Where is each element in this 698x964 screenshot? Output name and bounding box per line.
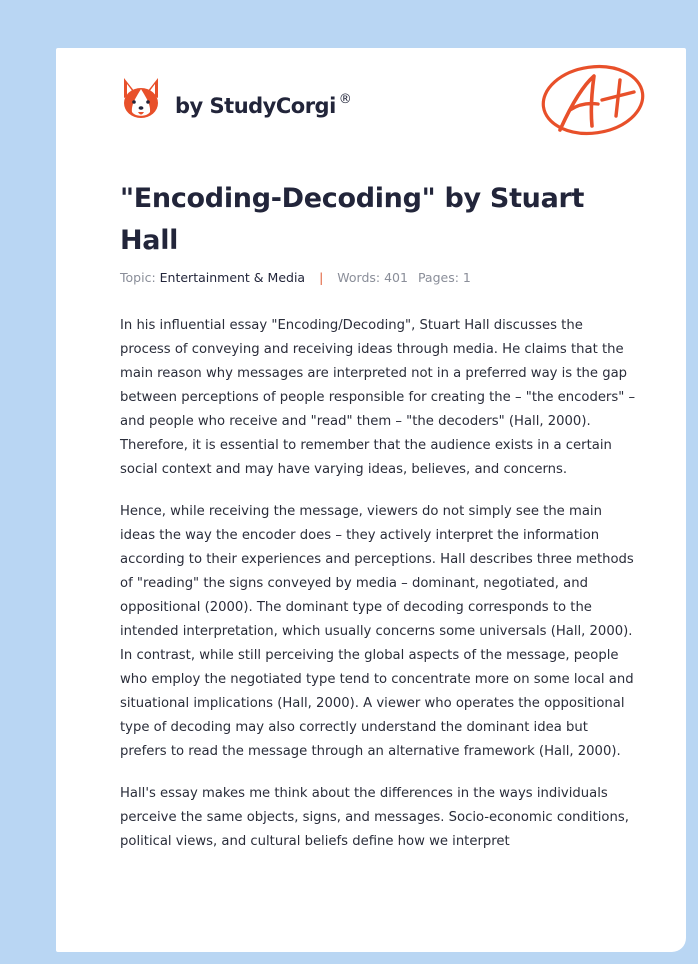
corgi-icon <box>120 76 162 122</box>
meta-separator: | <box>319 270 324 285</box>
brand-name[interactable]: by StudyCorgi ® <box>175 92 352 118</box>
topic-link[interactable]: Entertainment & Media <box>159 270 306 285</box>
a-plus-icon <box>538 60 648 142</box>
essay-body <box>120 314 636 872</box>
document-meta <box>120 270 471 285</box>
registered-mark: ® <box>338 92 352 107</box>
paragraph: In his influential essay "Encoding/Decoding", Stuart Hall discusses the process of conveying and receiving ideas through media. He claims that the main reason why messages are interpreted not in a preferred way is the gap between perceptions of people responsible for creating the – "the encoders" – and people who receive and "read" them – "the decoders" (Hall, 2000). Therefore, it is essential to remember that the audience exists in a certain social context and may have varying ideas, believes, and concerns. <box>120 318 636 477</box>
page-count: Pages: 1 <box>417 270 471 285</box>
word-count: Words: 401 <box>337 270 408 285</box>
topic-label: Topic: <box>120 270 156 285</box>
paragraph: Hall's essay makes me think about the differences in the ways individuals perceive the same objects, signs, and messages. Socio-economic conditions, political views, and cultural beliefs define how we interpret <box>120 786 629 849</box>
paragraph: Hence, while receiving the message, viewers do not simply see the main ideas the way the encoder does – they actively interpret the information according to their experiences and perceptions. Hall describes three methods of "reading" the signs conveyed by media – dominant, negotiated, and oppositional (2000). The dominant type of decoding corresponds to the intended interpretation, which usually concerns some universals (Hall, 2000). In contrast, while still perceiving the global aspects of the message, people who employ the negotiated type tend to concentrate more on some local and situational implications (Hall, 2000). A viewer who operates the oppositional type of decoding may also correctly understand the dominant idea but prefers to read the message through an alternative framework (Hall, 2000). <box>120 504 634 759</box>
page-title: "Encoding-Decoding" by Stuart Hall <box>120 183 585 256</box>
document-page <box>56 48 686 952</box>
